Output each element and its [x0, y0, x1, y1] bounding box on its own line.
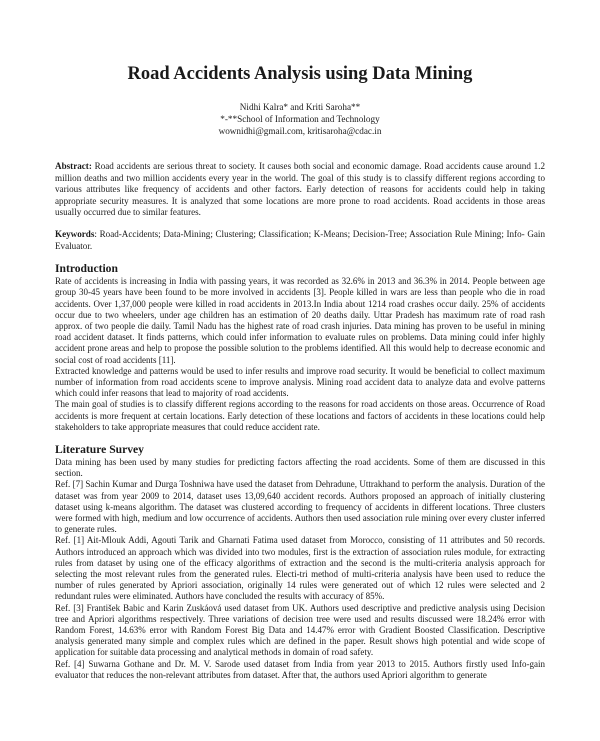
abstract: [55, 161, 545, 219]
literature-heading: Literature Survey: [55, 443, 144, 456]
keywords: [55, 229, 545, 252]
author-emails: wownidhi@gmail.com, kritisaroha@cdac.in: [218, 126, 382, 136]
intro-paragraph: The main goal of studies is to classify different regions according to the reasons for road accidents on those areas. Occurrence of Road accidents is more frequent at certain locations. Early detection of these locations and factors of accidents in these locations could help stakeholders to take appropriate measures that could reduce accident rate.: [55, 399, 545, 432]
intro-paragraph: Rate of accidents is increasing in India with passing years, it was recorded as 32.6% in 2013 and 36.3% in 2014. People between age group 30-45 years have been found to be more involved in accidents [3]. People killed in wars are less than people who die in road accidents. Over 1,37,000 people were killed in road accidents in 2013.In India about 1214 road crashes occur daily. 25% of accidents occur due to two wheelers, under age children has an estimation of 20 deaths daily. Uttar Pradesh has maximum rate of road rash approx. of two people die daily. Tamil Nadu has the highest rate of road crash injuries. Data mining has proven to be useful in mining road accident dataset. It finds patterns, which could infer information to evaluate rules on problems. Data mining could infer highly accident prone areas and help to propose the possible solution to the problems identified. All this would help to decrease economic and social cost of road accidents [11].: [55, 276, 545, 365]
author-affiliation: *-**School of Information and Technology: [220, 114, 380, 124]
author-names: Nidhi Kalra* and Kriti Saroha**: [239, 102, 361, 112]
abstract-text: Road accidents are serious threat to society. It causes both social and economic damage. Road accidents cause around 1.2 million deaths and two million accidents every year in the world. The goal of this study is to classify different regions according to various attributes like frequency of accidents and other factors. Early detection of reasons for accidents could help in taking appropriate security measures. It is analyzed that some locations are more prone to road accidents. Road accidents in those areas usually occurred due to similar features.: [55, 161, 545, 218]
literature-paragraph: Data mining has been used by many studies for predicting factors affecting the road accidents. Some of them are discussed in this section.: [55, 457, 545, 479]
keywords-label: Keywords: [55, 228, 95, 239]
literature-paragraph: Ref. [4] Suwarna Gothane and Dr. M. V. Sarode used dataset from India from year 2013 to 2015. Authors firstly used Info-gain evaluator that reduces the non-relevant attributes from dataset. After that, the authors used Apriori algorithm to generate: [55, 658, 545, 680]
literature-paragraph: Ref. [7] Sachin Kumar and Durga Toshniwa have used the dataset from Dehradune, Uttrakhand to perform the analysis. Duration of the dataset was from year 2009 to 2014, dataset uses 13,09,640 accident records. Authors proposed an approach of initially clustering dataset using k-means algorithm. The dataset was clustered according to frequency of accidents in different locations. Three clusters were formed with high, medium and low occurrence of accidents. Authors then used association rule mining over every cluster inferred to generate rules.: [55, 479, 545, 535]
literature-section: [55, 443, 545, 681]
literature-paragraph: Ref. [3] František Babic and Karin Zuskáová used dataset from UK. Authors used descriptive and predictive analysis using Decision tree and Apriori algorithms respectively. Three variations of decision tree were used and results discussed were 18.24% error with Random Forest, 14.63% error with Random Forest Big Data and 14.47% error with Gradient Boosted Classification. Descriptive analysis generated many simple and complex rules which are defined in the paper. Result shows high potential and wide scope of application for suitable data processing and analytical methods in domain of road safety.: [55, 602, 545, 658]
author-block: [55, 101, 545, 137]
keywords-text: : Road-Accidents; Data-Mining; Clustering; Classification; K-Means; Decision-Tree; Association Rule Mining; Info- Gain Evaluator.: [55, 228, 545, 251]
introduction-section: [55, 262, 545, 433]
paper-title: Road Accidents Analysis using Data Mining: [127, 64, 473, 84]
abstract-label: Abstract:: [55, 161, 92, 171]
introduction-heading: Introduction: [55, 262, 118, 276]
literature-paragraph: Ref. [1] Ait-Mlouk Addi, Agouti Tarik and Gharnati Fatima used dataset from Morocco, consisting of 11 attributes and 50 records. Authors introduced an approach which was divided into two modules, first is the extraction of association rules module, for extracting rules from dataset by using one of the efficacy algorithms of extraction and the second is the multi-criteria analysis approach for selecting the most relevant rules from the generated rules. Electi-tri method of multi-criteria analysis have been used to reduce the number of rules generated by Apriori association, originally 14 rules were generated out of which 12 rules were selected and 2 redundant rules were eliminated. Authors have concluded the results with accuracy of 85%.: [55, 535, 545, 602]
intro-paragraph: Extracted knowledge and patterns would be used to infer results and improve road security. It would be beneficial to collect maximum number of information from road accidents scene to improve analysis. Mining road accident data to analyze data and evolve patterns which could infer reasons that lead to majority of road accidents.: [55, 365, 545, 399]
